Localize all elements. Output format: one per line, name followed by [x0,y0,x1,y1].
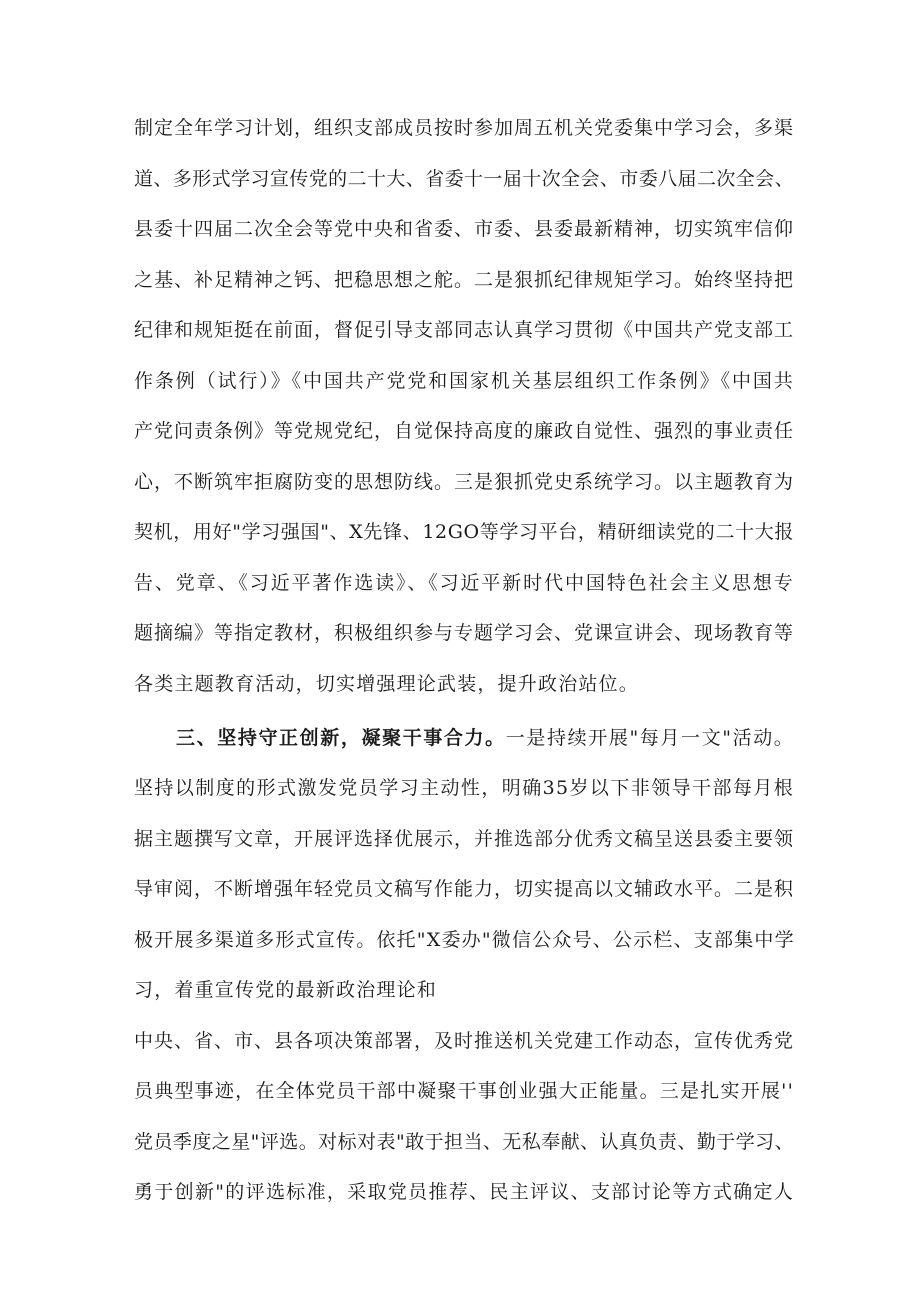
text-line: 县委十四届二次全会等党中央和省委、市委、县委最新精神，切实筑牢信仰 [134,218,795,240]
text-line: 习，着重宣传党的最新政治理论和 [134,979,438,1001]
text-line: 纪律和规矩挺在前面，督促引导支部同志认真学习贯彻《中国共产党支部工 [134,319,795,341]
text-line: 坚持以制度的形式激发党员学习主动性，明确35岁以下非领导干部每月根 [134,777,794,799]
text-line: 据主题撰写文章，开展评选择优展示，并推选部分优秀文稿呈送县委主要领 [134,828,795,850]
text-line: 员典型事迹，在全体党员干部中凝聚干事创业强大正能量。三是扎实开展'' [134,1080,794,1102]
text-line: 之基、补足精神之钙、把稳思想之舵。二是狠抓纪律规矩学习。始终坚持把 [134,269,795,291]
text-line: 产党问责条例》等党规党纪，自觉保持高度的廉政自觉性、强烈的事业责任 [134,420,795,442]
text-line: 各类主题教育活动，切实增强理论武装，提升政治站位。 [134,673,640,695]
text-line: 导审阅，不断增强年轻党员文稿写作能力，切实提高以文辅政水平。二是积 [134,878,795,900]
section-heading-rest: 一是持续开展"每月一文"活动。 [505,727,795,749]
text-line: 契机，用好"学习强国"、X先锋、12GO等学习平台，精研细读党的二十大报 [134,521,794,543]
text-line: 题摘编》等指定教材，积极组织参与专题学习会、党课宣讲会、现场教育等 [134,622,795,644]
text-line: 勇于创新"的评选标准，采取党员推荐、民主评议、支部讨论等方式确定人 [134,1181,794,1203]
text-line: 制定全年学习计划，组织支部成员按时参加周五机关党委集中学习会，多渠 [134,117,795,139]
text-line: 心，不断筑牢拒腐防变的思想防线。三是狠抓党史系统学习。以主题教育为 [134,471,795,493]
text-line: 中央、省、市、县各项决策部署，及时推送机关党建工作动态，宣传优秀党 [134,1030,795,1052]
text-line: 作条例（试行）》《中国共产党党和国家机关基层组织工作条例》《中国共 [134,370,794,392]
text-line: 党员季度之星"评选。对标对表"敢于担当、无私奉献、认真负责、勤于学习、 [134,1131,794,1153]
section-heading: 三、坚持守正创新，凝聚干事合力。 [176,727,506,749]
section-heading-line [176,723,794,753]
text-line: 道、多形式学习宣传党的二十大、省委十一届十次全会、市委八届二次全会、 [134,168,794,190]
text-line: 告、党章、《习近平著作选读》、《习近平新时代中国特色社会主义思想专 [134,572,794,594]
text-line: 极开展多渠道多形式宣传。依托"X委办"微信公众号、公示栏、支部集中学 [134,929,795,951]
